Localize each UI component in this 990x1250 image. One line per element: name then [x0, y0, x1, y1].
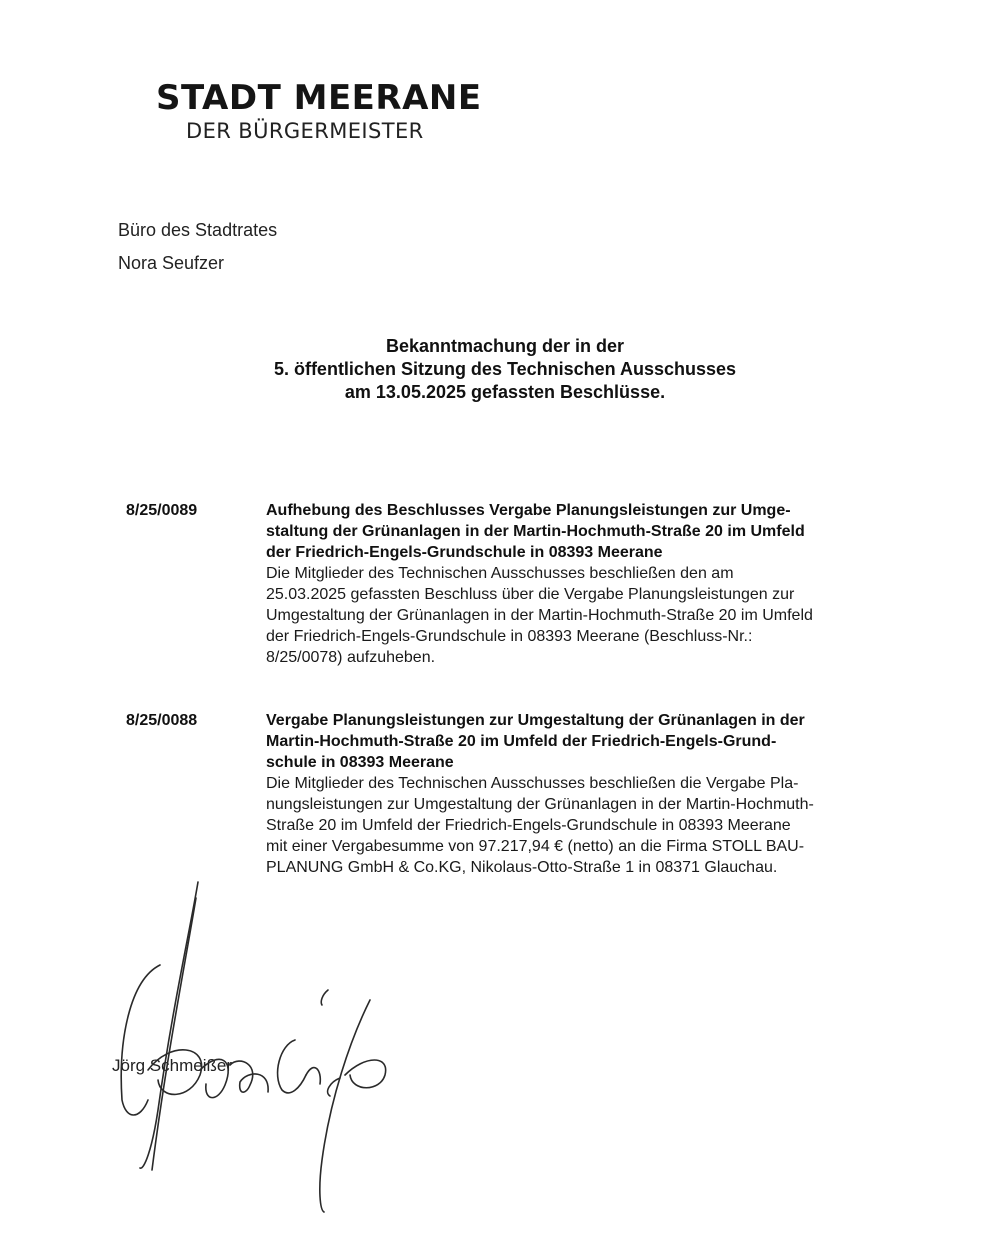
- subject-line: der Friedrich-Engels-Grundschule in 08393 Meerane: [266, 544, 663, 561]
- subject-line: staltung der Grünanlagen in der Martin-Hochmuth-Straße 20 im Umfeld: [266, 523, 805, 540]
- heading-line-2: 5. öffentlichen Sitzung des Technischen Ausschusses: [273, 359, 737, 379]
- letterhead: [156, 78, 482, 144]
- heading-line-1: Bekanntmachung der in der: [385, 336, 625, 356]
- text-line: mit einer Vergabesumme von 97.217,94 € (netto) an die Firma STOLL BAU-: [266, 838, 805, 855]
- heading-line-3: am 13.05.2025 gefassten Beschlüsse.: [344, 382, 666, 402]
- text-line: der Friedrich-Engels-Grundschule in 08393 Meerane (Beschluss-Nr.:: [266, 628, 753, 645]
- text-line: 25.03.2025 gefassten Beschluss über die Vergabe Planungsleistungen zur: [266, 586, 795, 603]
- text-line: PLANUNG GmbH & Co.KG, Nikolaus-Otto-Straße 1 in 08371 Glauchau.: [266, 859, 778, 876]
- sender-block: [118, 214, 277, 280]
- decision-subject: [266, 710, 896, 773]
- sender-department: Büro des Stadtrates: [118, 220, 278, 240]
- decision-subject: [266, 500, 896, 563]
- text-line: Umgestaltung der Grünanlagen in der Martin-Hochmuth-Straße 20 im Umfeld: [266, 607, 813, 624]
- city-name: STADT MEERANE: [156, 78, 482, 118]
- text-line: nungsleistungen zur Umgestaltung der Grünanlagen in der Martin-Hochmuth-: [266, 796, 814, 813]
- subject-line: Martin-Hochmuth-Straße 20 im Umfeld der Friedrich-Engels-Grund-: [266, 733, 777, 750]
- handwritten-signature: [100, 870, 420, 1230]
- text-line: Die Mitglieder des Technischen Ausschusses beschließen den am: [266, 565, 734, 582]
- office-title: DER BÜRGERMEISTER: [186, 119, 424, 143]
- decision-content: [266, 500, 896, 668]
- decision-number: 8/25/0088: [126, 712, 198, 729]
- subject-line: Vergabe Planungsleistungen zur Umgestaltung der Grünanlagen in der: [266, 712, 805, 729]
- decision-text: [266, 773, 896, 878]
- announcement-heading: [0, 335, 990, 404]
- sender-person: Nora Seufzer: [118, 253, 225, 273]
- text-line: 8/25/0078) aufzuheben.: [266, 649, 436, 666]
- subject-line: Aufhebung des Beschlusses Vergabe Planungsleistungen zur Umge-: [266, 502, 791, 519]
- decision-number: 8/25/0089: [126, 502, 198, 519]
- text-line: Die Mitglieder des Technischen Ausschusses beschließen die Vergabe Pla-: [266, 775, 799, 792]
- text-line: Straße 20 im Umfeld der Friedrich-Engels-Grundschule in 08393 Meerane: [266, 817, 791, 834]
- decision-text: [266, 563, 896, 668]
- decision-content: [266, 710, 896, 878]
- subject-line: schule in 08393 Meerane: [266, 754, 454, 771]
- signatory-name: Jörg Schmeißer: [112, 1056, 232, 1075]
